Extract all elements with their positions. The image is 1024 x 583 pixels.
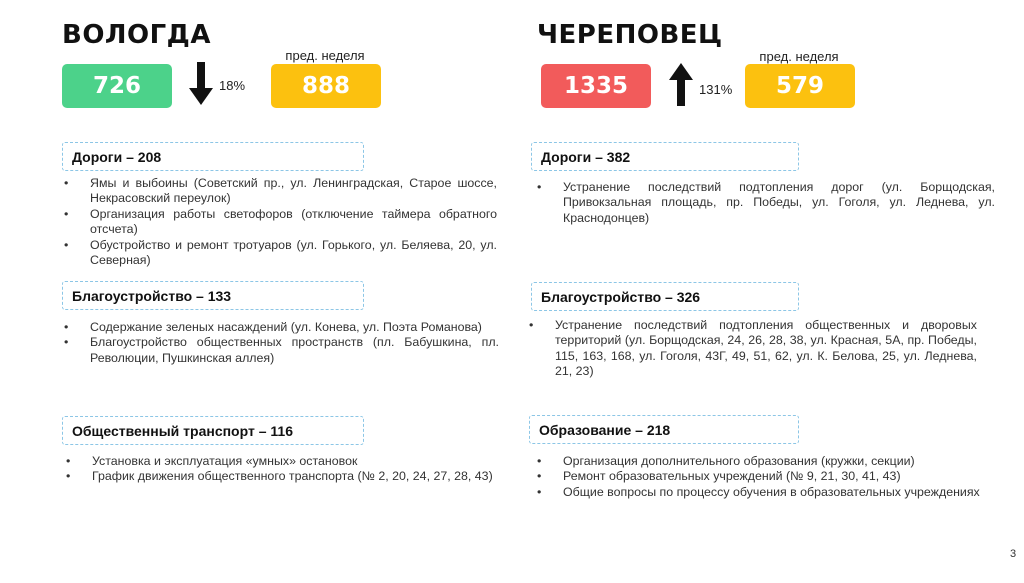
cherepovets-roads-list — [537, 180, 995, 226]
vologda-roads-list — [64, 176, 497, 268]
vologda-current-count: 726 — [62, 64, 172, 108]
cherepovets-change-percent: 131% — [699, 82, 733, 97]
vologda-prev-week-label: пред. неделя — [285, 48, 365, 63]
list-item: • Обустройство и ремонт тротуаров (ул. Горького, ул. Беляева, 20, ул. Северная) — [64, 238, 497, 269]
list-item: • Устранение последствий подтопления общественных и дворовых территорий (ул. Борщодская, 24, 26, 28, 38, ул. Красная, 5А, пр. Победы, 115, 163, 168, ул. Гоголя, 43Г, 49, 51, 62, ул. К. Белова, 25, ул. Леднева, 21, 23) — [529, 318, 977, 380]
vologda-prev-week-count: 888 — [271, 64, 381, 108]
arrow-down-icon — [188, 62, 214, 106]
arrow-up-icon — [668, 62, 694, 106]
page-number: 3 — [1010, 548, 1017, 560]
list-item: • Общие вопросы по процессу обучения в образовательных учреждениях — [537, 485, 995, 500]
vologda-landscaping-heading: Благоустройство – 133 — [62, 281, 364, 310]
cherepovets-landscaping-list — [529, 318, 977, 380]
list-item: • Организация дополнительного образования (кружки, секции) — [537, 454, 995, 469]
vologda-transport-heading: Общественный транспорт – 116 — [62, 416, 364, 445]
vologda-title: ВОЛОГДА — [62, 20, 211, 50]
cherepovets-roads-heading: Дороги – 382 — [531, 142, 799, 171]
cherepovets-prev-week-label: пред. неделя — [759, 49, 839, 64]
vologda-landscaping-list — [64, 320, 499, 366]
vologda-transport-list — [66, 454, 499, 485]
list-item: • Организация работы светофоров (отключение таймера обратного отсчета) — [64, 207, 497, 238]
list-item: • Ремонт образовательных учреждений (№ 9, 21, 30, 41, 43) — [537, 469, 995, 484]
cherepovets-landscaping-heading: Благоустройство – 326 — [531, 282, 799, 311]
cherepovets-prev-week-count: 579 — [745, 64, 855, 108]
cherepovets-education-list — [537, 454, 995, 500]
vologda-roads-heading: Дороги – 208 — [62, 142, 364, 171]
cherepovets-education-heading: Образование – 218 — [529, 415, 799, 444]
list-item: • Содержание зеленых насаждений (ул. Конева, ул. Поэта Романова) — [64, 320, 499, 335]
list-item: • График движения общественного транспорта (№ 2, 20, 24, 27, 28, 43) — [66, 469, 499, 484]
list-item: • Установка и эксплуатация «умных» остановок — [66, 454, 499, 469]
list-item: • Устранение последствий подтопления дорог (ул. Борщодская, Привокзальная площадь, пр. Победы, ул. Гоголя, ул. Леднева, ул. Краснодонцев) — [537, 180, 995, 226]
list-item: • Благоустройство общественных пространств (пл. Бабушкина, пл. Революции, Пушкинская аллея) — [64, 335, 499, 366]
cherepovets-title: ЧЕРЕПОВЕЦ — [537, 20, 723, 50]
vologda-change-percent: 18% — [219, 78, 246, 93]
cherepovets-current-count: 1335 — [541, 64, 651, 108]
list-item: • Ямы и выбоины (Советский пр., ул. Ленинградская, Старое шоссе, Некрасовский переулок) — [64, 176, 497, 207]
